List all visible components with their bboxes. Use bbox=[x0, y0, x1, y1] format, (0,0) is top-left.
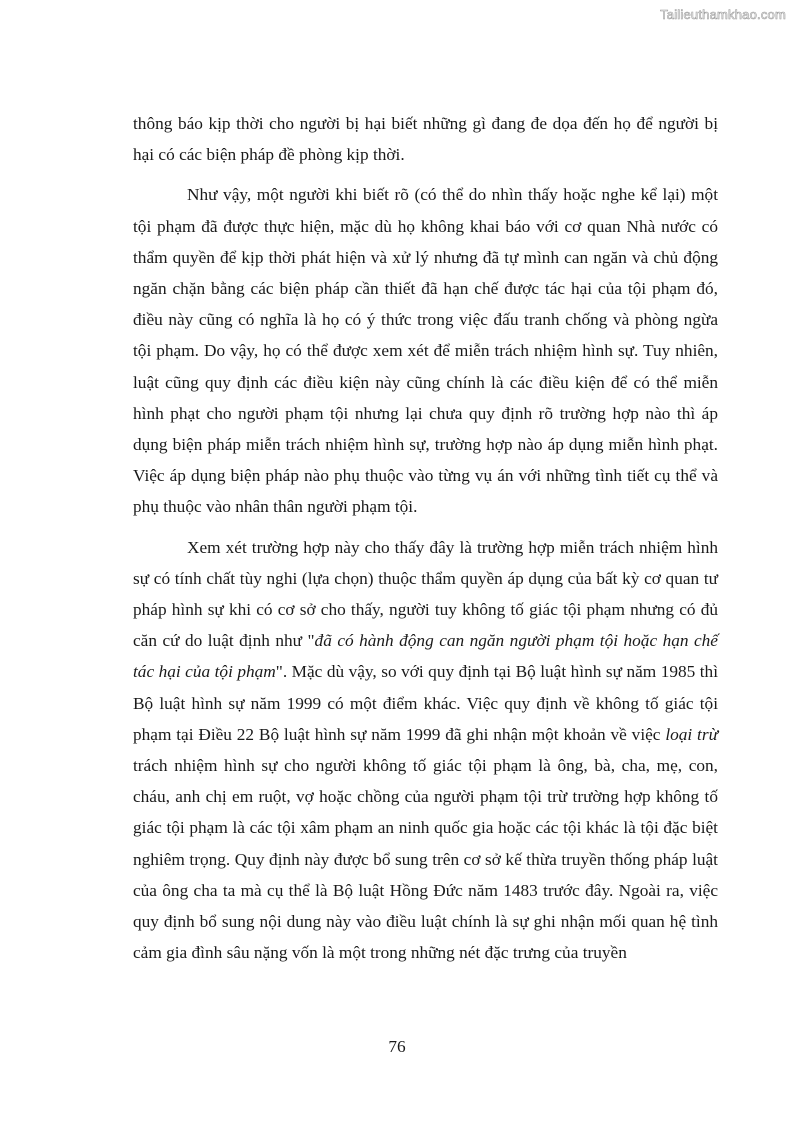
paragraph-1: thông báo kịp thời cho người bị hại biết những gì đang đe dọa đến họ để người bị hại có các biện pháp đề phòng kịp thời. bbox=[133, 114, 718, 165]
paragraph-3-text-c: trách nhiệm hình sự cho người không tố giác tội phạm là ông, bà, cha, mẹ, con, cháu, anh chị em ruột, vợ hoặc chồng của người phạm tội trừ trường hợp không tố giác tội phạm là các tội xâm phạm an ninh quốc gia hoặc các tội khác là tội đặc biệt nghiêm trọng. Quy định này được bổ sung trên cơ sở kế thừa truyền thống pháp luật của ông cha ta mà cụ thể là Bộ luật Hồng Đức năm 1483 trước đây. Ngoài ra, việc quy định bổ sung nội dung này vào điều luật chính là sự ghi nhận mối quan hệ tình cảm gia đình sâu nặng vốn là một trong những nét đặc trưng của truyền bbox=[133, 756, 718, 963]
paragraph-3 bbox=[133, 532, 718, 969]
paragraph-3-text-b: ". Mặc dù vậy, so với quy định tại Bộ luật hình sự năm 1985 thì Bộ luật hình sự năm 1999 có một điểm khác. Việc quy định về không tố giác tội phạm tại Điều 22 Bộ luật hình sự năm 1999 đã ghi nhận một khoản về việc bbox=[133, 662, 718, 744]
page-number: 76 bbox=[388, 1037, 406, 1056]
paragraph-3-text-a: Xem xét trường hợp này cho thấy đây là trường hợp miễn trách nhiệm hình sự có tính chất tùy nghi (lựa chọn) thuộc thẩm quyền áp dụng của bất kỳ cơ quan tư pháp hình sự khi có cơ sở cho thấy, người tuy không tố giác tội phạm nhưng có đủ căn cứ do luật định như " bbox=[133, 537, 718, 651]
paragraph-2: Như vậy, một người khi biết rõ (có thể do nhìn thấy hoặc nghe kể lại) một tội phạm đã được thực hiện, mặc dù họ không khai báo với cơ quan Nhà nước có thẩm quyền để kịp thời phát hiện và xử lý nhưng đã tự mình can ngăn và chủ động ngăn chặn bằng các biện pháp cần thiết đã hạn chế được tác hại của tội phạm đó, điều này cũng có nghĩa là họ có ý thức trong việc đấu tranh chống và phòng ngừa tội phạm. Do vậy, họ có thể được xem xét để miễn trách nhiệm hình sự. Tuy nhiên, luật cũng quy định các điều kiện này cũng chính là các điều kiện để có thể miễn hình phạt cho người phạm tội nhưng lại chưa quy định rõ trường hợp nào thì áp dụng biện pháp miễn trách nhiệm hình sự, trường hợp nào áp dụng miễn hình phạt. Việc áp dụng biện pháp nào phụ thuộc vào từng vụ án với những tình tiết cụ thể và phụ thuộc vào nhân thân người phạm tội. bbox=[133, 185, 718, 517]
paragraph-3-italic-term: loại trừ bbox=[665, 724, 718, 744]
watermark: Tailieuthamkhao.com bbox=[660, 7, 786, 22]
paragraph-3-italic-quote: đã có hành động can ngăn người phạm tội hoặc hạn chế tác hại của tội phạm bbox=[133, 631, 718, 682]
document-body bbox=[133, 108, 718, 977]
